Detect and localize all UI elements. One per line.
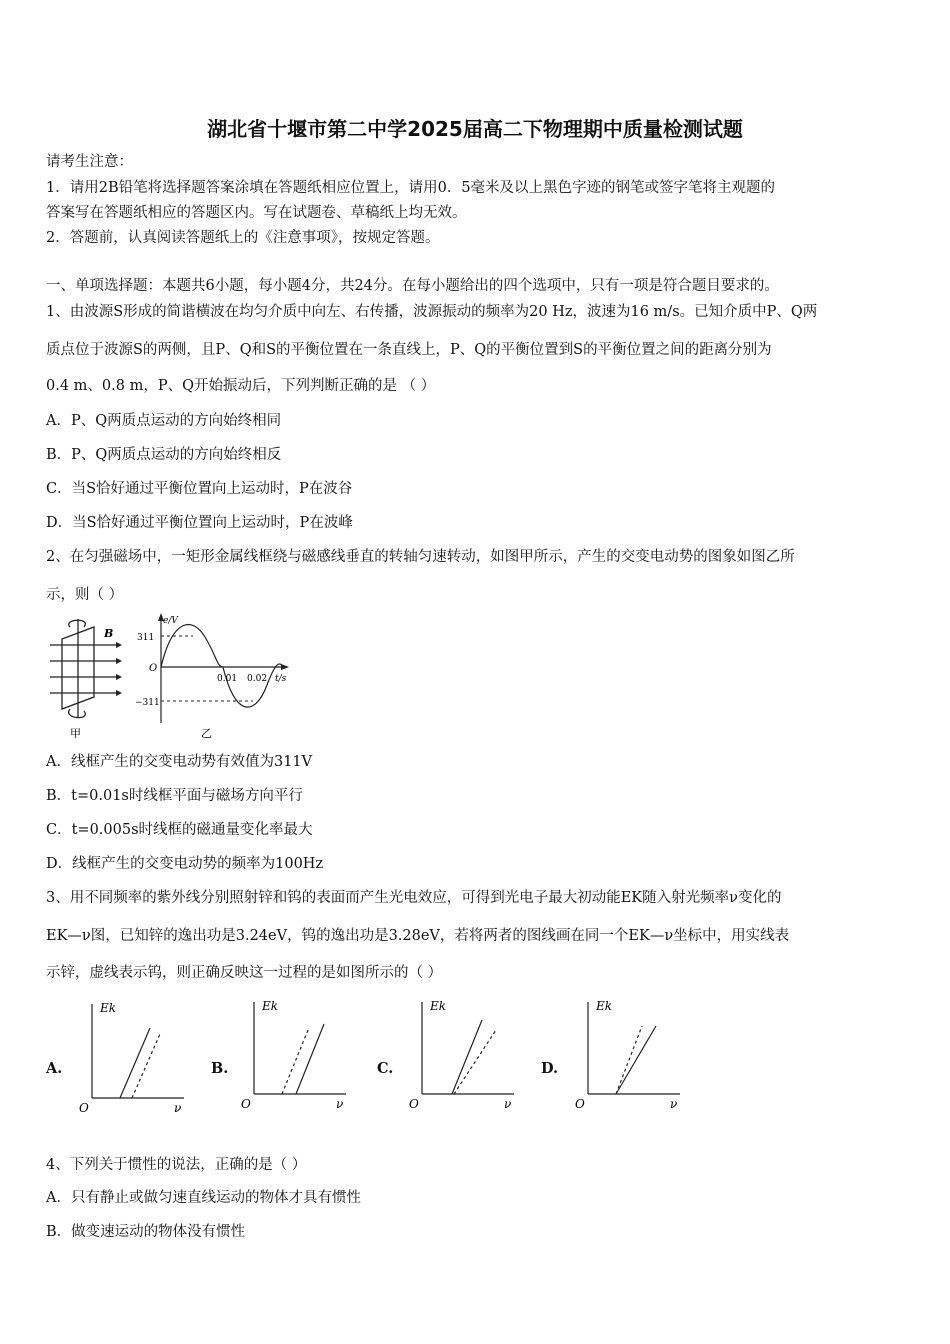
page-title: 湖北省十堰市第二中学2025届高二下物理期中质量检测试题 <box>207 117 743 141</box>
axis-ek-label: Ek <box>262 999 279 1013</box>
q1-stem: 1、由波源S形成的简谐横波在均匀介质中向左、右传播，波源振动的频率为20 Hz，波速为16 m/s。已知介质中P、Q两 <box>46 304 818 320</box>
axis-x-label: t/s <box>275 674 287 684</box>
q1-stem: 0.4 m、0.8 m，P、Q开始振动后，下列判断正确的是 （ ） <box>46 378 436 394</box>
q3-option-c-label: C. <box>377 1060 394 1077</box>
origin-label: O <box>409 1097 419 1111</box>
q3-option-b-label: B. <box>211 1060 229 1077</box>
q1-option-d: D．当S恰好通过平衡位置向上运动时，P在波峰 <box>46 515 353 531</box>
q4-option-a: A．只有静止或做匀速直线运动的物体才具有惯性 <box>46 1190 361 1206</box>
axis-y-label: e/V <box>163 616 178 626</box>
y-min-label: −311 <box>135 698 160 708</box>
q4-option-b: B．做变速运动的物体没有惯性 <box>46 1224 246 1240</box>
q2-stem: 2、在匀强磁场中，一矩形金属线框绕与磁感线垂直的转轴匀速转动，如图甲所示，产生的交变电动势的图象如图乙所 <box>46 549 795 565</box>
q3-graph-d <box>570 996 690 1116</box>
q2-option-b: B．t=0.01s时线框平面与磁场方向平行 <box>46 788 303 804</box>
figure-yi-label: 乙 <box>201 727 212 740</box>
axis-nu-label: ν <box>670 1097 678 1111</box>
axis-nu-label: ν <box>174 1101 182 1115</box>
q3-graph-a <box>74 996 194 1116</box>
notice-item: 答案写在答题纸相应的答题区内。写在试题卷、草稿纸上均无效。 <box>46 205 467 221</box>
q1-option-b: B．P、Q两质点运动的方向始终相反 <box>46 447 282 463</box>
axis-nu-label: ν <box>336 1097 344 1111</box>
y-max-label: 311 <box>137 633 155 643</box>
origin-label: O <box>79 1101 89 1115</box>
q2-option-d: D．线框产生的交变电动势的频率为100Hz <box>46 856 324 872</box>
q3-stem: 示锌，虚线表示钨，则正确反映这一过程的是如图所示的（ ） <box>46 965 443 981</box>
q2-option-c: C．t=0.005s时线框的磁通量变化率最大 <box>46 822 313 838</box>
q1-option-a: A．P、Q两质点运动的方向始终相同 <box>46 413 282 429</box>
origin-label: O <box>575 1097 585 1111</box>
b-field-label: B <box>104 627 114 640</box>
q3-graph-c <box>404 996 524 1116</box>
notice-heading: 请考生注意： <box>46 154 133 170</box>
q3-stem: 3、用不同频率的紫外线分别照射锌和钨的表面而产生光电效应，可得到光电子最大初动能EK随入射光频率ν变化的 <box>46 890 782 906</box>
q2-stem: 示，则（ ） <box>46 587 124 603</box>
notice-item: 1．请用2B铅笔将选择题答案涂填在答题纸相应位置上，请用0．5毫米及以上黑色字迹的钢笔或签字笔将主观题的 <box>46 180 776 196</box>
figure-jia-label: 甲 <box>70 727 81 740</box>
axis-ek-label: Ek <box>430 999 447 1013</box>
axis-ek-label: Ek <box>100 1001 117 1015</box>
emf-sine-figure <box>135 613 295 740</box>
origin-label: O <box>149 663 158 674</box>
axis-ek-label: Ek <box>596 999 613 1013</box>
q3-option-d-label: D. <box>541 1060 559 1077</box>
origin-label: O <box>241 1097 251 1111</box>
notice-item: 2．答题前，认真阅读答题纸上的《注意事项》，按规定答题。 <box>46 230 440 246</box>
t2-label: 0.02 <box>247 674 268 684</box>
axis-nu-label: ν <box>504 1097 512 1111</box>
q4-stem: 4、下列关于惯性的说法，正确的是（ ） <box>46 1157 307 1173</box>
q3-stem: EK—ν图，已知锌的逸出功是3.24eV，钨的逸出功是3.28eV，若将两者的图线画在同一个EK—ν坐标中，用实线表 <box>46 928 790 944</box>
q3-graph-b <box>236 996 356 1116</box>
section-heading: 一、单项选择题：本题共6小题，每小题4分，共24分。在每小题给出的四个选项中，只有一项是符合题目要求的。 <box>46 278 779 294</box>
q1-option-c: C．当S恰好通过平衡位置向上运动时，P在波谷 <box>46 481 353 497</box>
q1-stem: 质点位于波源S的两侧，且P、Q和S的平衡位置在一条直线上，P、Q的平衡位置到S的平衡位置之间的距离分别为 <box>46 342 772 358</box>
q2-option-a: A．线框产生的交变电动势有效值为311V <box>46 754 313 770</box>
t1-label: 0.01 <box>217 674 238 684</box>
q3-option-a-label: A. <box>46 1060 63 1077</box>
